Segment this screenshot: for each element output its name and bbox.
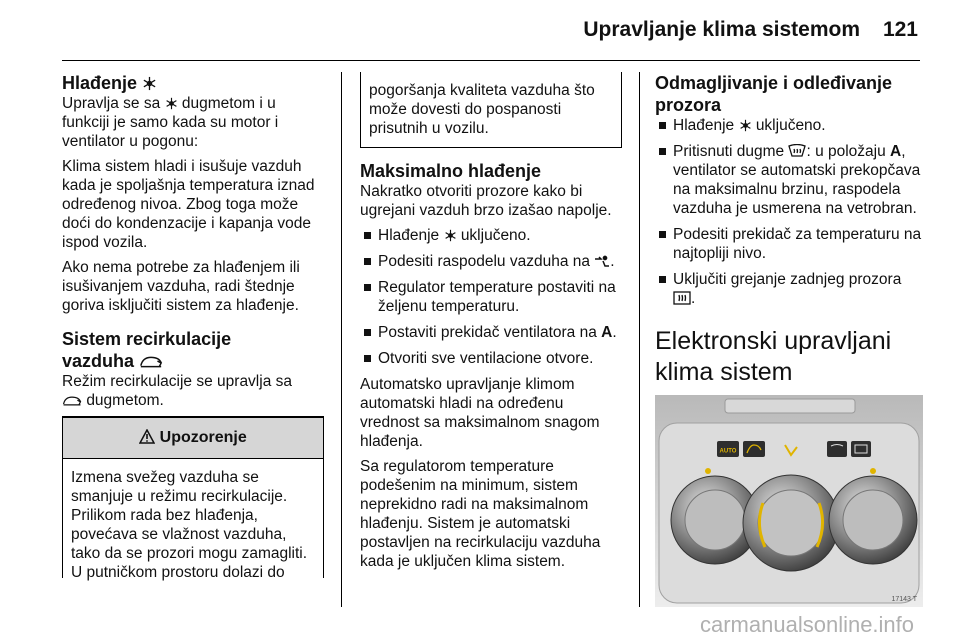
list-item: Postaviti prekidač ventilatora na A. xyxy=(360,323,622,342)
column-3 xyxy=(655,72,923,388)
warning-box-continuation: pogoršanja kvaliteta vazduha što može dovesti do pospanosti prisutnih u vozilu. xyxy=(360,72,622,148)
regulator-paragraph: Sa regulatorom temperature podešenim na minimum, sistem neprekidno radi na maksimalnom hlađenju. Sistem je automatski postavljen na recirkulaciju vazduha kada je uključen klima sistem. xyxy=(360,458,601,570)
air-distribution-icon xyxy=(594,255,610,268)
warning-box-text: Izmena svežeg vazduha se smanjuje u režimu recirkulacije. Prilikom rada bez hlađenja, povećava se vlažnost vazduha, tako da se prozori mogu zamagliti. U putničkom prostoru dolazi do xyxy=(71,469,308,581)
max-cooling-heading: Maksimalno hlađenje xyxy=(360,161,542,181)
recirculation-button xyxy=(743,441,765,457)
electronic-ac-heading: Elektronski upravljani klima sistem xyxy=(655,327,892,386)
recirculation-heading: Sistem recirkulacije vazduha xyxy=(62,329,232,371)
snowflake-icon xyxy=(739,119,752,132)
windshield-defrost-icon xyxy=(788,144,806,158)
list-item: Regulator temperature postaviti na željenu temperaturu. xyxy=(360,278,622,316)
max-cooling-intro: Nakratko otvoriti prozore kako bi ugrejani vazduh brzo izašao napolje. xyxy=(360,183,612,219)
snowflake-icon xyxy=(142,76,157,91)
rear-window-heating-icon xyxy=(673,291,691,305)
list-item: Hlađenje uključeno. xyxy=(360,226,622,245)
column-divider-1 xyxy=(341,72,342,607)
auto-button xyxy=(717,441,739,457)
climate-panel-illustration xyxy=(655,395,923,607)
list-item: Otvoriti sve ventilacione otvore. xyxy=(360,349,622,368)
recirculation-paragraph: Režim recirkulacije se upravlja sa dugmetom. xyxy=(62,373,292,409)
list-item: Podesiti raspodelu vazduha na . xyxy=(360,252,622,271)
snowflake-icon xyxy=(165,97,178,110)
snowflake-icon xyxy=(444,229,457,242)
temperature-indicator xyxy=(705,468,711,474)
recirculation-icon xyxy=(62,395,82,407)
list-item: Pritisnuti dugme : u položaju A, ventilator se automatski prekopčava na maksimalnu brzinu, raspodela vazduha je usmerena na vetrobran. xyxy=(655,142,923,218)
defog-heading: Odmagljivanje i odleđivanje prozora xyxy=(655,73,893,115)
cooling-paragraph-3: Ako nema potrebe za hlađenjem ili isušivanjem vazduha, radi štednje goriva isključiti sistem za hlađenje. xyxy=(62,259,300,314)
max-cooling-steps xyxy=(360,226,622,368)
watermark: carmanualsonline.info xyxy=(700,612,915,637)
svg-text:AUTO: AUTO xyxy=(719,448,737,455)
running-header-title: Upravljanje klima sistemom xyxy=(583,18,860,41)
warning-triangle-icon xyxy=(139,429,155,444)
header-rule xyxy=(62,60,920,61)
defog-steps xyxy=(655,116,923,308)
rear-window-button xyxy=(851,441,871,457)
cooling-paragraph-2: Klima sistem hladi i isušuje vazduh kada je spoljašnja temperatura iznad određenog nivoa. Zbog toga može doći do kondenzacije i kapanja vode ispod vozila. xyxy=(62,158,315,251)
warning-box xyxy=(62,416,324,581)
list-item: Podesiti prekidač za temperaturu na najtopliji nivo. xyxy=(655,225,923,263)
auto-control-paragraph: Automatsko upravljanje klimom automatski hladi na određenu vrednost sa maksimalnom snagom hlađenja. xyxy=(360,376,600,450)
list-item: Uključiti grejanje zadnjeg prozora . xyxy=(655,270,923,308)
column-divider-2 xyxy=(639,72,640,607)
list-item: Hlađenje uključeno. xyxy=(655,116,923,135)
page-number: 121 xyxy=(882,18,918,41)
column-2 xyxy=(360,72,622,577)
cooling-paragraph-1: Upravlja se sa dugmetom i u funkciji je samo kada su motor i ventilator u pogonu: xyxy=(62,95,279,150)
defrost-button xyxy=(827,441,847,457)
recirculation-icon xyxy=(139,355,163,369)
image-code: 17143 T xyxy=(891,596,917,603)
warning-box-header: Upozorenje xyxy=(63,418,323,459)
fan-indicator xyxy=(870,468,876,474)
cooling-heading: Hlađenje xyxy=(62,72,324,94)
column-1 xyxy=(62,72,324,581)
